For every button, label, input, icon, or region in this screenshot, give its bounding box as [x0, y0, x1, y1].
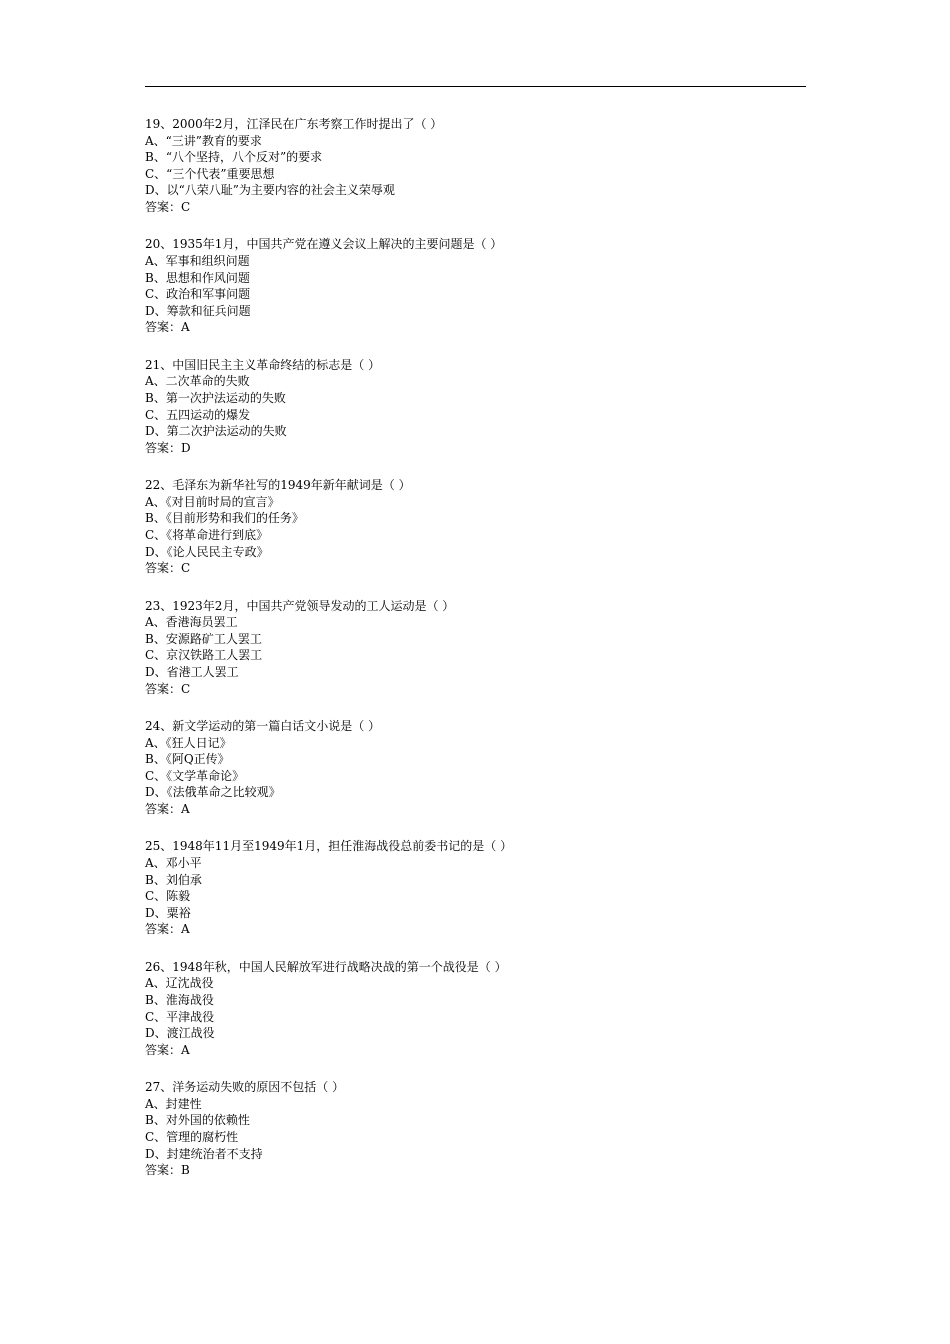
answer: 答案：B — [145, 1163, 190, 1178]
question-stem: 23、1923年2月，中国共产党领导发动的工人运动是（ ） — [145, 598, 455, 613]
question-list — [145, 116, 825, 1200]
question-20 — [145, 236, 825, 356]
option-d: D、粟裕 — [145, 905, 191, 920]
question-stem: 22、毛泽东为新华社写的1949年新年献词是（ ） — [145, 478, 411, 493]
option-b: B、刘伯承 — [145, 872, 202, 887]
option-b: B、对外国的依赖性 — [145, 1113, 250, 1128]
option-c: C、陈毅 — [145, 889, 191, 904]
option-b: B、思想和作风问题 — [145, 270, 250, 285]
question-stem: 27、洋务运动失败的原因不包括（ ） — [145, 1080, 345, 1095]
question-21 — [145, 357, 825, 477]
option-a: A、邓小平 — [145, 855, 202, 870]
answer: 答案：C — [145, 681, 191, 696]
question-stem: 24、新文学运动的第一篇白话文小说是（ ） — [145, 718, 381, 733]
question-stem: 19、2000年2月，江泽民在广东考察工作时提出了（ ） — [145, 117, 443, 131]
option-b: B、“八个坚持，八个反对”的要求 — [145, 150, 323, 165]
option-b: B、淮海战役 — [145, 992, 214, 1007]
answer: 答案：C — [145, 561, 191, 576]
option-c: C、政治和军事问题 — [145, 287, 251, 302]
option-d: D、渡江战役 — [145, 1026, 215, 1041]
question-stem: 20、1935年1月，中国共产党在遵义会议上解决的主要问题是（ ） — [145, 237, 503, 252]
option-c: C、“三个代表”重要思想 — [145, 166, 275, 181]
question-25 — [145, 838, 825, 958]
option-d: D、《论人民民主专政》 — [145, 544, 269, 559]
option-a: A、香港海员罢工 — [145, 615, 238, 630]
option-d: D、筹款和征兵问题 — [145, 303, 251, 318]
question-19 — [145, 116, 825, 236]
option-c: C、五四运动的爆发 — [145, 407, 251, 422]
question-stem: 26、1948年秋，中国人民解放军进行战略决战的第一个战役是（ ） — [145, 959, 507, 974]
option-b: B、安源路矿工人罢工 — [145, 631, 262, 646]
answer: 答案：A — [145, 922, 190, 937]
answer: 答案：C — [145, 199, 191, 214]
option-d: D、《法俄革命之比较观》 — [145, 785, 281, 800]
option-b: B、《目前形势和我们的任务》 — [145, 511, 304, 526]
option-a: A、《狂人日记》 — [145, 735, 232, 750]
question-26 — [145, 959, 825, 1079]
option-d: D、第二次护法运动的失败 — [145, 424, 287, 439]
option-d: D、省港工人罢工 — [145, 664, 239, 679]
question-stem: 21、中国旧民主主义革命终结的标志是（ ） — [145, 357, 381, 372]
question-27 — [145, 1079, 825, 1199]
option-a: A、“三讲”教育的要求 — [145, 133, 262, 148]
option-a: A、辽沈战役 — [145, 976, 214, 991]
option-a: A、封建性 — [145, 1096, 202, 1111]
question-23 — [145, 598, 825, 718]
answer: 答案：A — [145, 801, 190, 816]
question-24 — [145, 718, 825, 838]
answer: 答案：D — [145, 440, 191, 455]
option-a: A、军事和组织问题 — [145, 253, 250, 268]
option-a: A、《对目前时局的宣言》 — [145, 494, 280, 509]
option-a: A、二次革命的失败 — [145, 374, 250, 389]
option-c: C、管理的腐朽性 — [145, 1129, 239, 1144]
option-c: C、《文学革命论》 — [145, 768, 245, 783]
option-d: D、封建统治者不支持 — [145, 1146, 263, 1161]
option-b: B、《阿Q正传》 — [145, 752, 230, 767]
option-c: C、京汉铁路工人罢工 — [145, 648, 263, 663]
answer: 答案：A — [145, 320, 190, 335]
option-b: B、第一次护法运动的失败 — [145, 390, 286, 405]
option-c: C、平津战役 — [145, 1009, 215, 1024]
option-d: D、以“八荣八耻”为主要内容的社会主义荣辱观 — [145, 183, 395, 198]
answer: 答案：A — [145, 1042, 190, 1057]
question-22 — [145, 477, 825, 597]
question-stem: 25、1948年11月至1949年1月，担任淮海战役总前委书记的是（ ） — [145, 839, 513, 854]
header-rule — [145, 86, 806, 87]
option-c: C、《将革命进行到底》 — [145, 527, 269, 542]
